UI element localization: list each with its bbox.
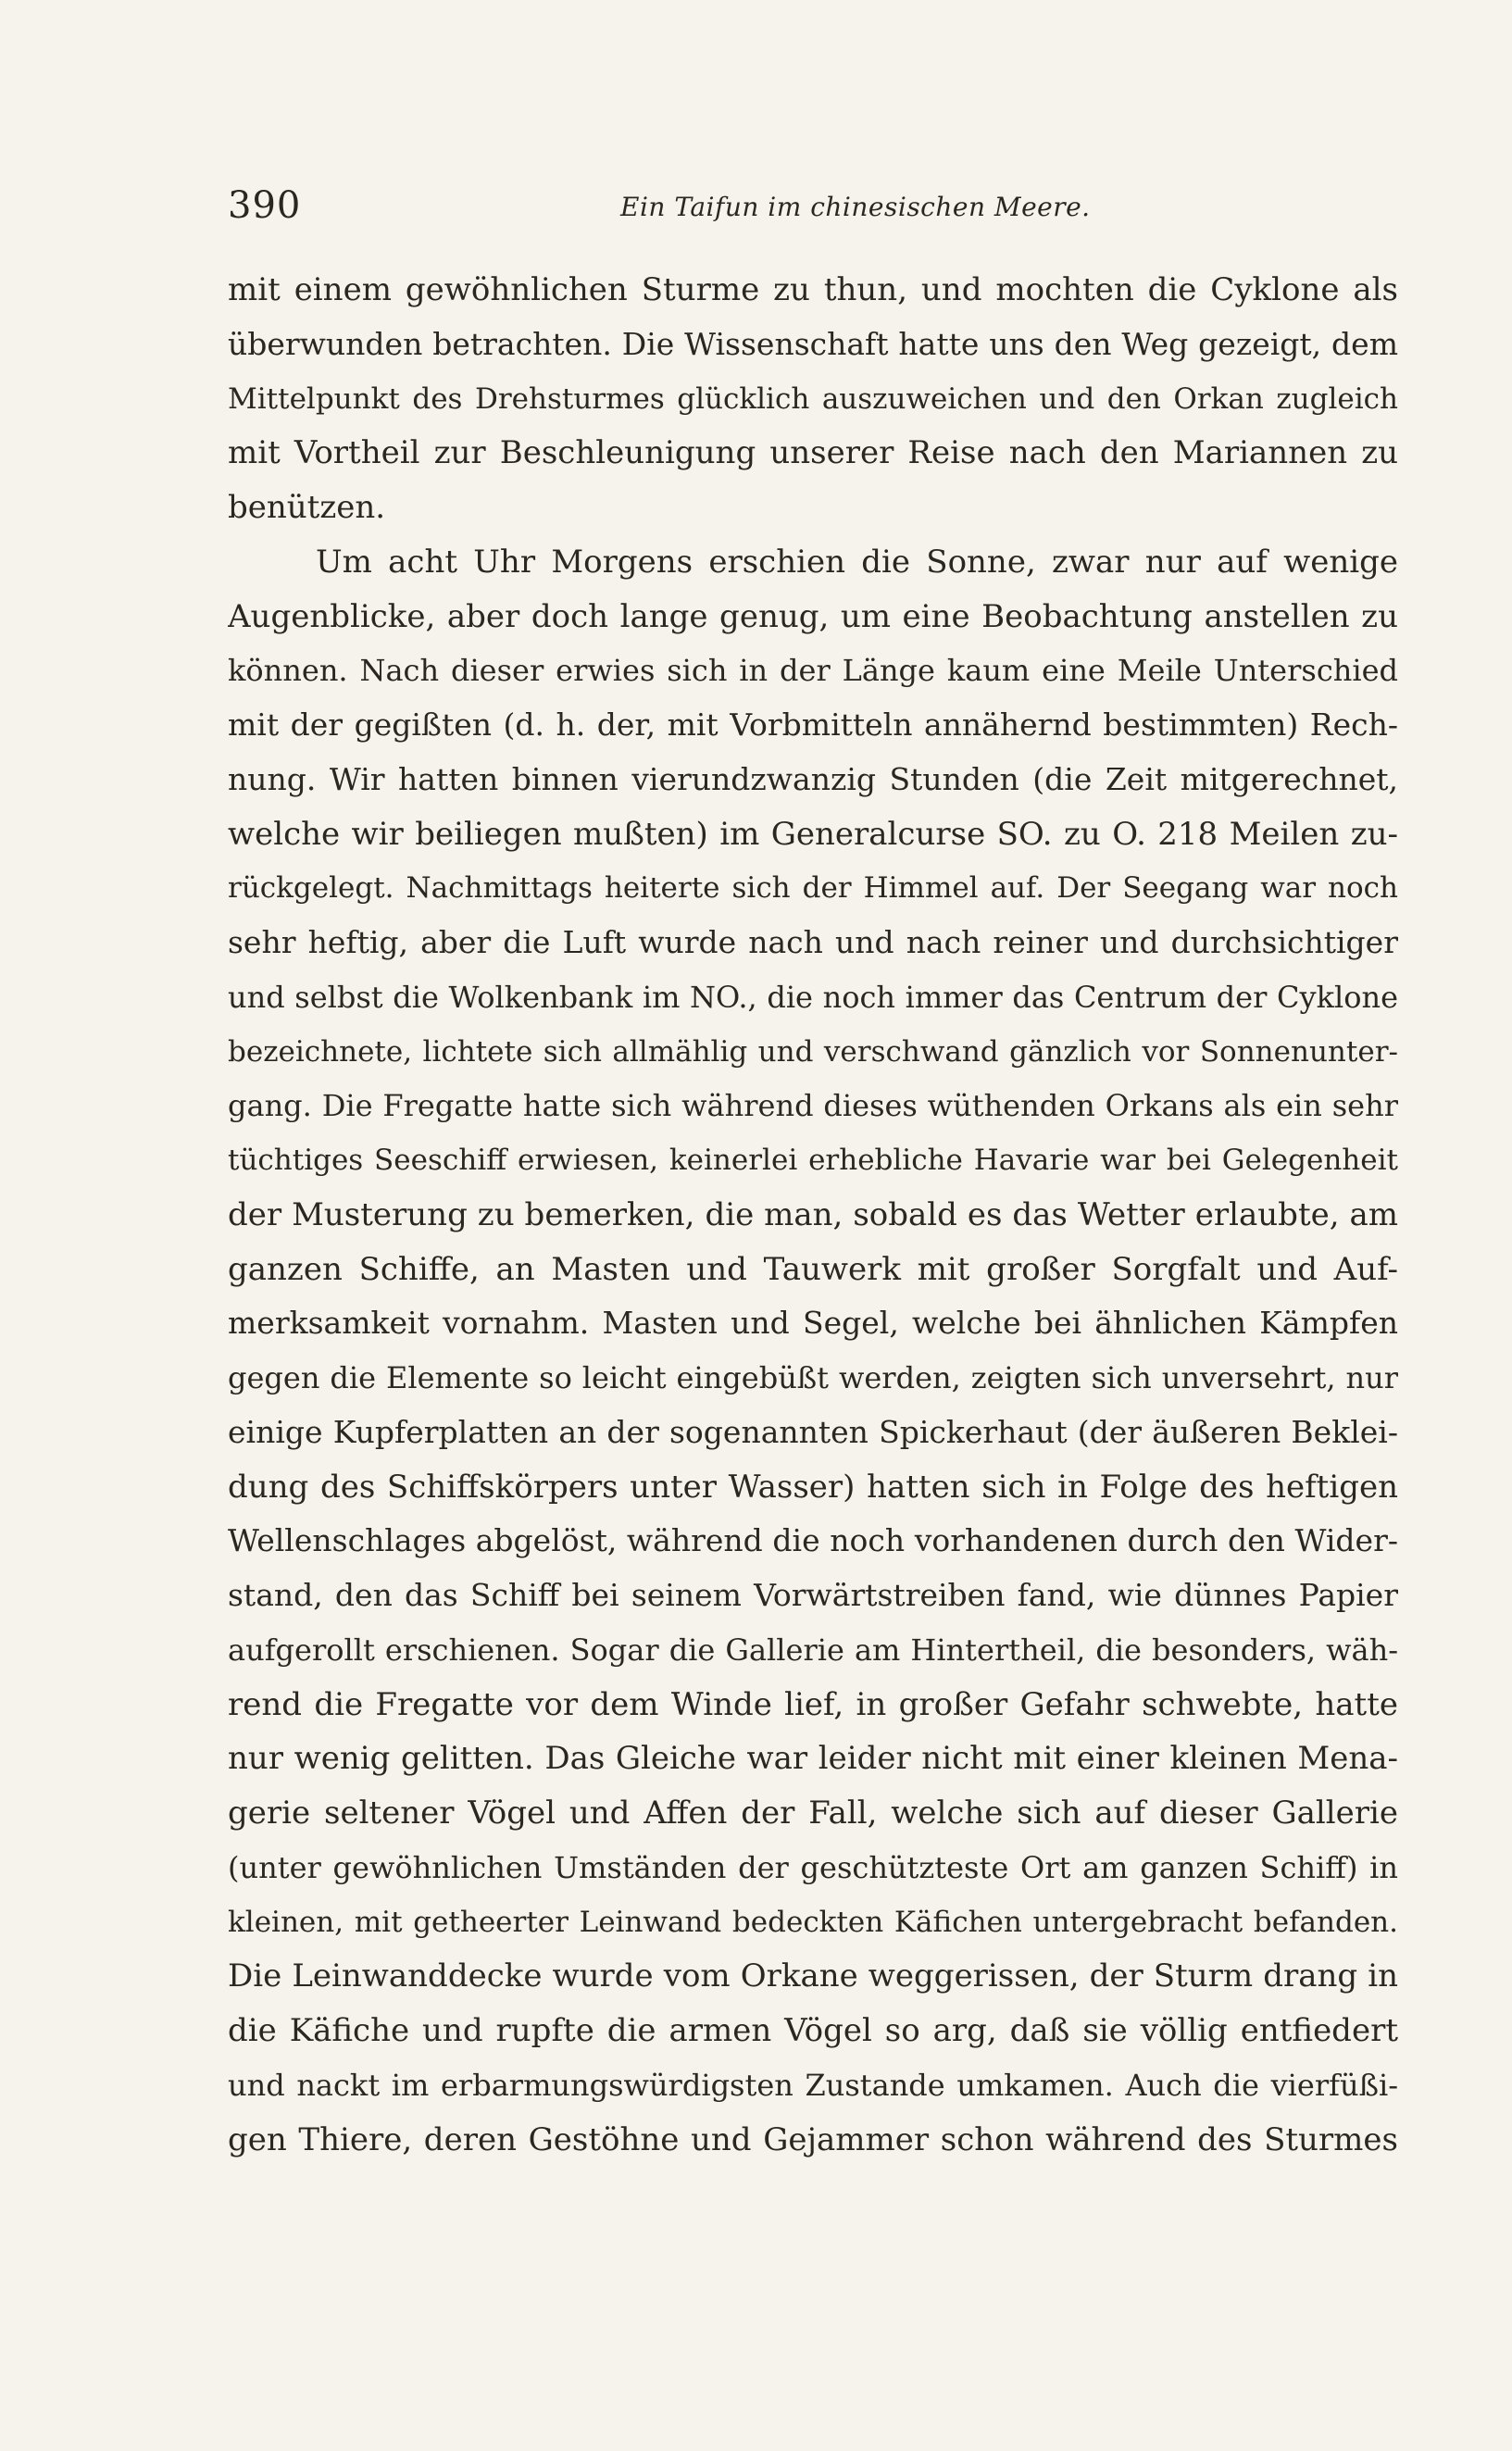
text-line: benützen.	[228, 489, 386, 526]
text-line: und nackt im erbarmungswürdigsten Zustande umkamen. Auch die vierfüßi-	[228, 2067, 1398, 2103]
text-line: Wellenschlages abgelöst, während die noch vorhandenen durch den Wider-	[228, 1522, 1398, 1559]
text-line: gen Thiere, deren Gestöhne und Gejammer schon während des Sturmes	[228, 2120, 1398, 2158]
text-line: rend die Fregatte vor dem Winde lief, in großer Gefahr schwebte, hatte	[228, 1685, 1398, 1723]
text-line: mit Vortheil zur Beschleunigung unserer Reise nach den Mariannen zu	[228, 434, 1398, 472]
text-line: sehr heftig, aber die Luft wurde nach und nach reiner und durchsichtiger	[228, 924, 1398, 960]
text-line: stand, den das Schiff bei seinem Vorwärtstreiben fand, wie dünnes Papier	[228, 1577, 1398, 1613]
text-line: gang. Die Fregatte hatte sich während dieses wüthenden Orkans als ein sehr	[228, 1088, 1398, 1124]
text-line: rückgelegt. Nachmittags heiterte sich der Himmel auf. Der Seegang war noch	[228, 871, 1398, 906]
text-line: merksamkeit vornahm. Masten und Segel, welche bei ähnlichen Kämpfen	[228, 1305, 1398, 1342]
text-line: und selbst die Wolkenbank im NO., die noch immer das Centrum der Cyklone	[228, 979, 1398, 1015]
text-line: kleinen, mit getheerter Leinwand bedeckten Käfichen untergebracht befanden.	[228, 1905, 1398, 1939]
body-text	[228, 263, 1398, 2167]
text-line: mit der gegißten (d. h. der, mit Vorbmitteln annähernd bestimmten) Rech-	[228, 707, 1398, 743]
text-line: Die Leinwanddecke wurde vom Orkane weggerissen, der Sturm drang in	[228, 1957, 1398, 1995]
running-title: Ein Taifun im chinesischen Meere.	[620, 192, 1091, 222]
text-line: Augenblicke, aber doch lange genug, um eine Beobachtung anstellen zu	[228, 597, 1398, 635]
text-line: Mittelpunkt des Drehsturmes glücklich auszuweichen und den Orkan zugleich	[228, 381, 1398, 416]
text-line: der Musterung zu bemerken, die man, sobald es das Wetter erlaubte, am	[228, 1195, 1398, 1233]
text-line: gerie seltener Vögel und Affen der Fall, welche sich auf dieser Gallerie	[228, 1794, 1398, 1832]
text-line: Um acht Uhr Morgens erschien die Sonne, zwar nur auf wenige	[316, 543, 1398, 581]
text-line: bezeichnete, lichtete sich allmählig und verschwand gänzlich vor Sonnenunter-	[228, 1034, 1398, 1069]
text-line: tüchtiges Seeschiff erwiesen, keinerlei erhebliche Havarie war bei Gelegenheit	[228, 1144, 1398, 1177]
text-line: mit einem gewöhnlichen Sturme zu thun, und mochten die Cyklone als	[228, 271, 1398, 308]
text-line: aufgerollt erschienen. Sogar die Gallerie am Hintertheil, die besonders, wäh-	[228, 1632, 1398, 1668]
text-line: die Käfiche und rupfte die armen Vögel so arg, daß sie völlig entfiedert	[228, 2012, 1398, 2049]
text-line: ganzen Schiffe, an Masten und Tauwerk mit großer Sorgfalt und Auf-	[228, 1250, 1398, 1288]
text-line: können. Nach dieser erwies sich in der Länge kaum eine Meile Unterschied	[228, 653, 1398, 689]
text-line: nur wenig gelitten. Das Gleiche war leider nicht mit einer kleinen Mena-	[228, 1740, 1398, 1778]
page-header	[228, 181, 1311, 230]
text-line: dung des Schiffskörpers unter Wasser) hatten sich in Folge des heftigen	[228, 1468, 1398, 1506]
text-line: einige Kupferplatten an der sogenannten Spickerhaut (der äußeren Beklei-	[228, 1413, 1398, 1450]
text-line: überwunden betrachten. Die Wissenschaft hatte uns den Weg gezeigt, dem	[228, 325, 1398, 362]
text-line: nung. Wir hatten binnen vierundzwanzig Stunden (die Zeit mitgerechnet,	[228, 760, 1398, 797]
page-number: 390	[228, 184, 302, 227]
text-line: (unter gewöhnlichen Umständen der geschützteste Ort am ganzen Schiff) in	[228, 1849, 1398, 1885]
text-line: welche wir beiliegen mußten) im Generalcurse SO. zu O. 218 Meilen zu-	[228, 815, 1398, 853]
text-line: gegen die Elemente so leicht eingebüßt werden, zeigten sich unversehrt, nur	[228, 1360, 1398, 1395]
